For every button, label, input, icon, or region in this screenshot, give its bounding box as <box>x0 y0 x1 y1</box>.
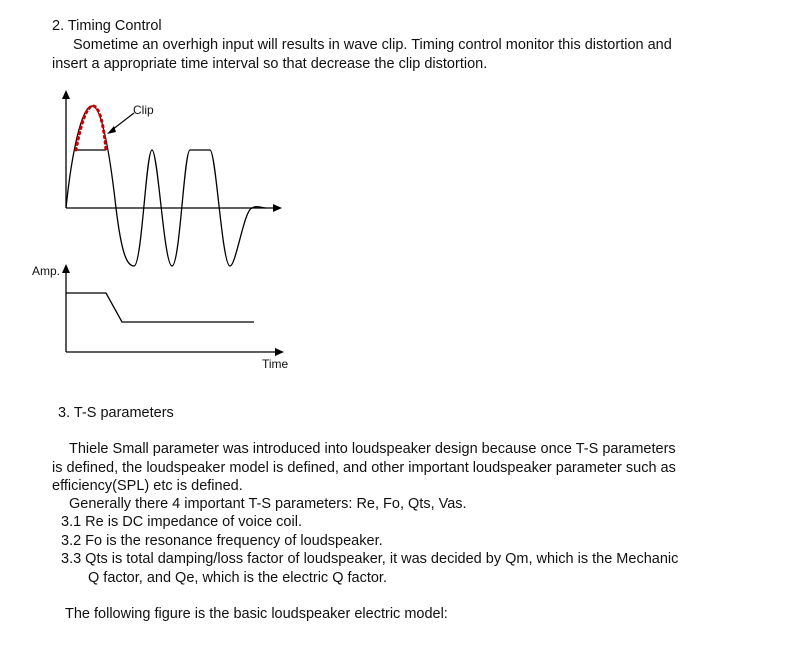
amp-axis-label: Amp. <box>32 264 61 278</box>
sine-wave <box>66 106 266 266</box>
time-axis-label: Time <box>262 357 289 371</box>
clip-arrow-line <box>112 113 134 130</box>
section3-paragraph2: Generally there 4 important T-S parameters: Re, Fo, Qts, Vas. <box>69 496 467 512</box>
list-item-fo: 3.2 Fo is the resonance frequency of loudspeaker. <box>61 533 383 549</box>
section3-paragraph1-line3: efficiency(SPL) etc is defined. <box>52 478 243 494</box>
section3-heading: 3. T-S parameters <box>58 405 174 421</box>
list-item-re: 3.1 Re is DC impedance of voice coil. <box>61 514 302 530</box>
upper-x-arrow-icon <box>273 204 282 212</box>
lower-x-arrow-icon <box>275 348 284 356</box>
closing-sentence: The following figure is the basic loudspeaker electric model: <box>65 606 448 622</box>
list-item-qts-line1: 3.3 Qts is total damping/loss factor of loudspeaker, it was decided by Qm, which is the Mechanic <box>61 551 679 567</box>
list-item-qts-line2: Q factor, and Qe, which is the electric Q factor. <box>88 570 387 586</box>
amplitude-envelope <box>66 293 254 322</box>
section2-heading: 2. Timing Control <box>52 18 162 34</box>
clip-dots <box>76 106 106 150</box>
section2-paragraph-line2: insert a appropriate time interval so that decrease the clip distortion. <box>52 56 488 72</box>
lower-y-arrow-icon <box>62 264 70 273</box>
section3-paragraph1-line1: Thiele Small parameter was introduced into loudspeaker design because once T-S parameters <box>69 441 676 457</box>
clip-label: Clip <box>133 103 154 117</box>
upper-y-arrow-icon <box>62 90 70 99</box>
section2-paragraph-line1: Sometime an overhigh input will results in wave clip. Timing control monitor this distortion and <box>73 37 672 53</box>
section3-paragraph1-line2: is defined, the loudspeaker model is defined, and other important loudspeaker parameter such as <box>52 460 676 476</box>
